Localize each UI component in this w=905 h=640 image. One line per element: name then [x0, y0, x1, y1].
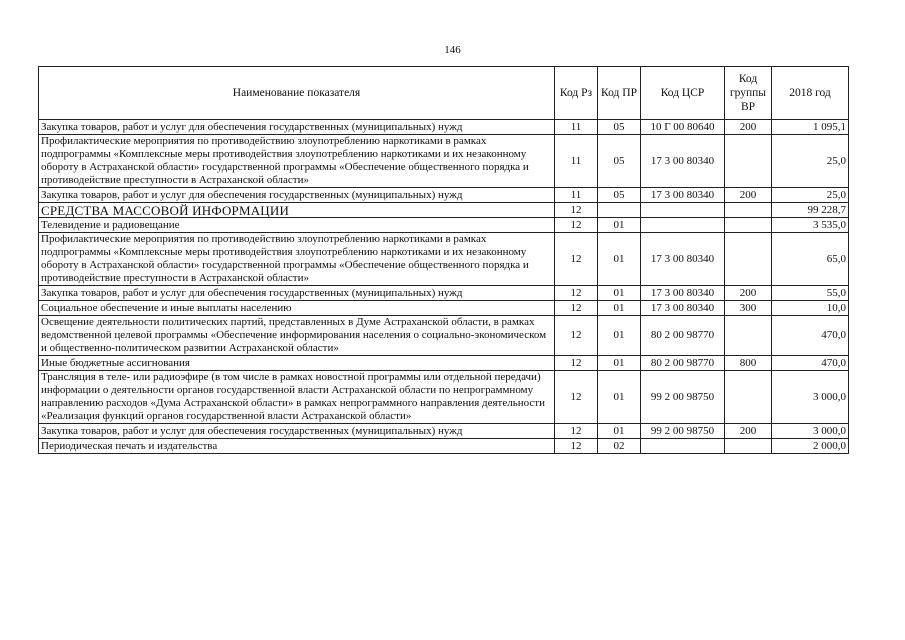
header-csr: Код ЦСР: [641, 67, 725, 120]
row-amount: 3 535,0: [772, 218, 849, 233]
row-pr: 01: [598, 371, 641, 424]
row-rz: 12: [555, 203, 598, 218]
row-name: Закупка товаров, работ и услуг для обеспечения государственных (муниципальных) нужд: [39, 424, 555, 439]
table-row: [39, 188, 849, 203]
row-rz: 12: [555, 286, 598, 301]
row-csr: [641, 439, 725, 454]
row-pr: 01: [598, 424, 641, 439]
row-rz: 11: [555, 135, 598, 188]
row-pr: 01: [598, 301, 641, 316]
header-year: 2018 год: [772, 67, 849, 120]
row-pr: [598, 203, 641, 218]
row-vr: [725, 233, 772, 286]
row-name: Закупка товаров, работ и услуг для обеспечения государственных (муниципальных) нужд: [39, 188, 555, 203]
row-csr: 80 2 00 98770: [641, 316, 725, 356]
row-amount: 99 228,7: [772, 203, 849, 218]
row-csr: 17 3 00 80340: [641, 286, 725, 301]
row-rz: 12: [555, 218, 598, 233]
row-pr: 05: [598, 135, 641, 188]
table-row: [39, 120, 849, 135]
row-name: Освещение деятельности политических партий, представленных в Думе Астраханской области, в рамках ведомственной целевой программы «Обеспечение информирования населения о социально-экономическом и общественно-политическом развитии Астраханской области»: [39, 316, 555, 356]
row-name: Профилактические мероприятия по противодействию злоупотреблению наркотиками в рамках подпрограммы «Комплексные меры противодействия злоупотреблению наркотиками и их незаконному обороту в Астраханской области» государственной программы «Обеспечение общественного порядка и противодействие преступности в Астраханской области»: [39, 233, 555, 286]
row-amount: 25,0: [772, 135, 849, 188]
row-vr: [725, 203, 772, 218]
row-vr: 200: [725, 424, 772, 439]
header-vr: Код группы ВР: [725, 67, 772, 120]
budget-table: [38, 66, 849, 454]
table-row: [39, 371, 849, 424]
row-vr: [725, 135, 772, 188]
row-amount: 470,0: [772, 356, 849, 371]
row-name: Социальное обеспечение и иные выплаты населению: [39, 301, 555, 316]
row-csr: [641, 218, 725, 233]
row-pr: 05: [598, 120, 641, 135]
row-vr: 200: [725, 286, 772, 301]
table-row: [39, 233, 849, 286]
row-csr: [641, 203, 725, 218]
row-csr: 10 Г 00 80640: [641, 120, 725, 135]
row-csr: 80 2 00 98770: [641, 356, 725, 371]
table-row: [39, 218, 849, 233]
row-csr: 17 3 00 80340: [641, 301, 725, 316]
row-pr: 01: [598, 233, 641, 286]
row-rz: 12: [555, 316, 598, 356]
header-name: Наименование показателя: [39, 67, 555, 120]
row-name: Профилактические мероприятия по противодействию злоупотреблению наркотиками в рамках подпрограммы «Комплексные меры противодействия злоупотреблению наркотиками и их незаконному обороту в Астраханской области» государственной программы «Обеспечение общественного порядка и противодействие преступности в Астраханской области»: [39, 135, 555, 188]
row-amount: 25,0: [772, 188, 849, 203]
table-row: [39, 316, 849, 356]
row-vr: 200: [725, 188, 772, 203]
row-csr: 99 2 00 98750: [641, 424, 725, 439]
row-pr: 01: [598, 218, 641, 233]
table-row: [39, 356, 849, 371]
row-pr: 02: [598, 439, 641, 454]
row-amount: 1 095,1: [772, 120, 849, 135]
row-amount: 2 000,0: [772, 439, 849, 454]
row-amount: 470,0: [772, 316, 849, 356]
row-name: Иные бюджетные ассигнования: [39, 356, 555, 371]
table-row: [39, 135, 849, 188]
row-name: Закупка товаров, работ и услуг для обеспечения государственных (муниципальных) нужд: [39, 286, 555, 301]
row-vr: 800: [725, 356, 772, 371]
row-rz: 11: [555, 120, 598, 135]
row-vr: 200: [725, 120, 772, 135]
row-amount: 10,0: [772, 301, 849, 316]
row-name: СРЕДСТВА МАССОВОЙ ИНФОРМАЦИИ: [39, 203, 555, 218]
row-vr: [725, 218, 772, 233]
row-csr: 17 3 00 80340: [641, 188, 725, 203]
header-pr: Код ПР: [598, 67, 641, 120]
row-name: Трансляция в теле- или радиоэфире (в том числе в рамках новостной программы или отдельной передачи) информации о деятельности органов государственной власти Астраханской области по непрограммному направлению расходов «Дума Астраханской области» в рамках непрограммного направления деятельности «Реализация функций органов государственной власти Астраханской области»: [39, 371, 555, 424]
row-vr: [725, 371, 772, 424]
row-pr: 01: [598, 316, 641, 356]
row-name: Периодическая печать и издательства: [39, 439, 555, 454]
row-rz: 12: [555, 233, 598, 286]
row-pr: 01: [598, 356, 641, 371]
row-amount: 65,0: [772, 233, 849, 286]
table-row: [39, 203, 849, 218]
row-name: Телевидение и радиовещание: [39, 218, 555, 233]
table-row: [39, 424, 849, 439]
page-number: 146: [444, 44, 461, 56]
table-row: [39, 286, 849, 301]
row-pr: 01: [598, 286, 641, 301]
row-rz: 12: [555, 424, 598, 439]
row-amount: 3 000,0: [772, 371, 849, 424]
row-csr: 17 3 00 80340: [641, 135, 725, 188]
row-rz: 12: [555, 356, 598, 371]
table-row: [39, 439, 849, 454]
row-pr: 05: [598, 188, 641, 203]
row-vr: [725, 316, 772, 356]
header-rz: Код Рз: [555, 67, 598, 120]
table-header-row: [39, 67, 849, 120]
row-csr: 17 3 00 80340: [641, 233, 725, 286]
row-amount: 55,0: [772, 286, 849, 301]
row-vr: [725, 439, 772, 454]
row-csr: 99 2 00 98750: [641, 371, 725, 424]
row-rz: 12: [555, 439, 598, 454]
row-name: Закупка товаров, работ и услуг для обеспечения государственных (муниципальных) нужд: [39, 120, 555, 135]
row-vr: 300: [725, 301, 772, 316]
row-rz: 11: [555, 188, 598, 203]
table-row: [39, 301, 849, 316]
row-amount: 3 000,0: [772, 424, 849, 439]
row-rz: 12: [555, 371, 598, 424]
row-rz: 12: [555, 301, 598, 316]
